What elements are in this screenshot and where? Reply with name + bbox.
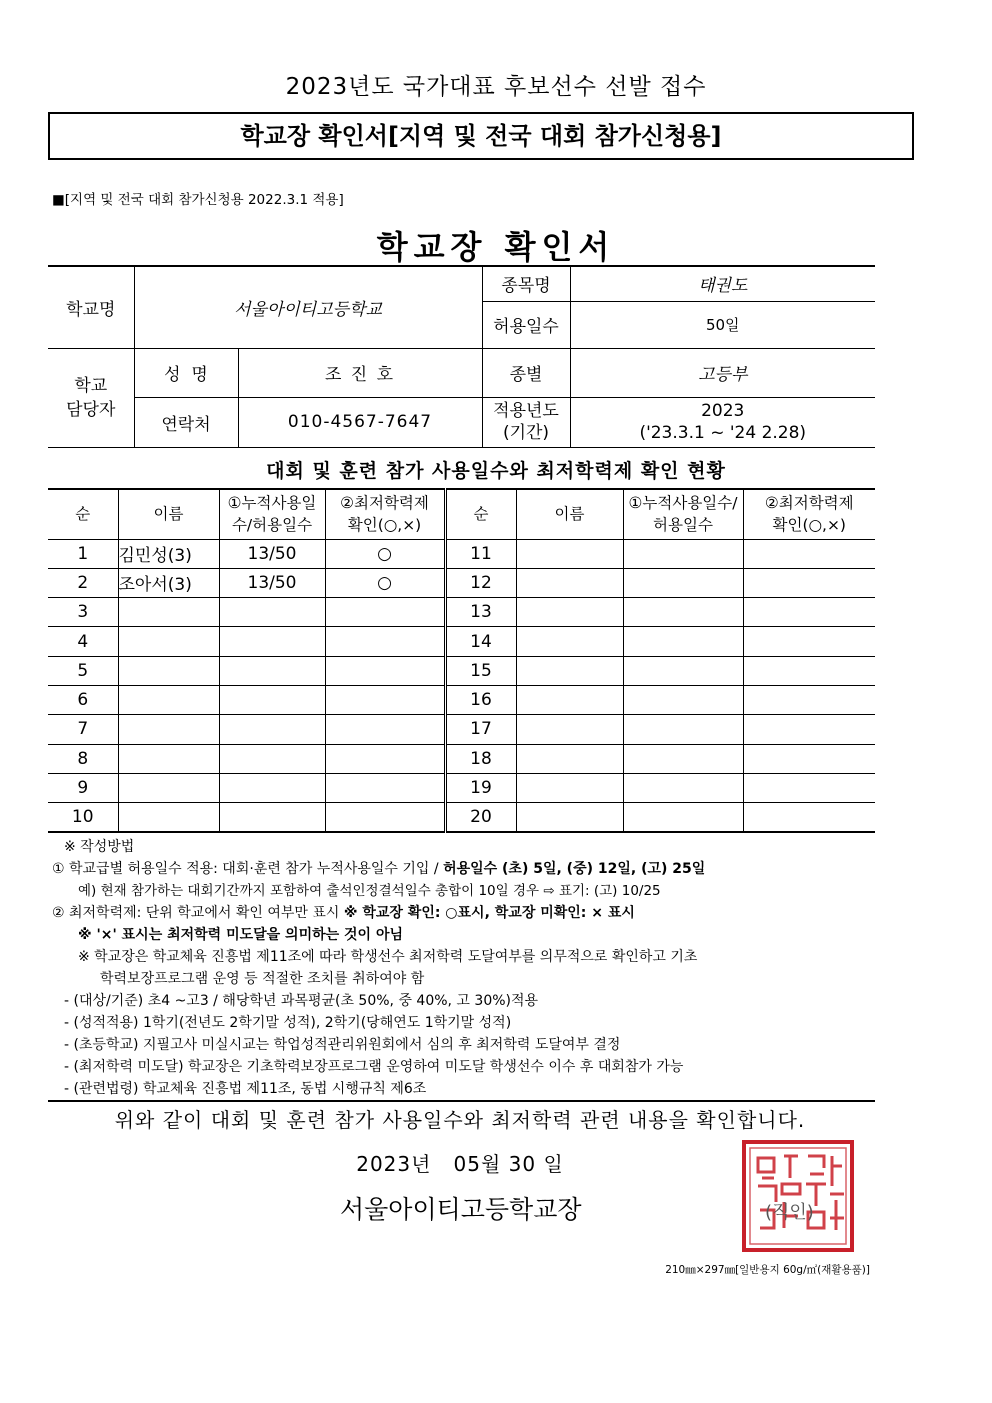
row-no: 4 bbox=[48, 627, 118, 656]
col-check: ②최저학력제 확인(○,×) bbox=[325, 489, 445, 539]
row-days bbox=[219, 773, 325, 802]
box-title: 학교장 확인서[지역 및 전국 대회 참가신청용] bbox=[48, 112, 914, 160]
name-value: 조 진 호 bbox=[238, 348, 482, 397]
row-name bbox=[118, 685, 219, 714]
table-row bbox=[48, 685, 875, 714]
row-name bbox=[118, 627, 219, 656]
row-name bbox=[118, 803, 219, 832]
row-name-2 bbox=[516, 773, 623, 802]
table-row bbox=[48, 627, 875, 656]
row-check bbox=[325, 773, 445, 802]
info-table bbox=[48, 265, 875, 448]
note-1-example: 예) 현재 참가하는 대회기간까지 포함하여 출석인정결석일수 총합이 10일 경우 ⇨ 표기: (고) 10/25 bbox=[78, 883, 661, 899]
row-no-2: 19 bbox=[445, 773, 516, 802]
row-no: 10 bbox=[48, 803, 118, 832]
row-check-2 bbox=[743, 627, 875, 656]
row-check bbox=[325, 744, 445, 773]
row-check: ○ bbox=[325, 539, 445, 568]
row-no-2: 14 bbox=[445, 627, 516, 656]
row-no: 6 bbox=[48, 685, 118, 714]
note-2-bold: ※ 학교장 확인: ○표시, 학교장 미확인: × 표시 bbox=[343, 905, 635, 921]
row-check-2 bbox=[743, 803, 875, 832]
col-no-2: 순 bbox=[445, 489, 516, 539]
row-name-2 bbox=[516, 715, 623, 744]
note-2 bbox=[52, 902, 892, 924]
col-days-2: ①누적사용일수/ 허용일수 bbox=[623, 489, 743, 539]
table-row bbox=[48, 715, 875, 744]
row-no-2: 20 bbox=[445, 803, 516, 832]
row-days-2 bbox=[623, 598, 743, 627]
row-days bbox=[219, 715, 325, 744]
row-name bbox=[118, 598, 219, 627]
confirm-statement: 위와 같이 대회 및 훈련 참가 사용일수와 최저학력 관련 내용을 확인합니다. bbox=[114, 1108, 806, 1132]
row-name-2 bbox=[516, 627, 623, 656]
row-name bbox=[118, 773, 219, 802]
seal-label: (직인) bbox=[765, 1202, 814, 1223]
col-no: 순 bbox=[48, 489, 118, 539]
paper-note: 210㎜×297㎜[일반용지 60g/㎡(재활용품)] bbox=[665, 1264, 870, 1276]
row-no: 3 bbox=[48, 598, 118, 627]
period-value: ('23.3.1 ~ '24 2.28) bbox=[639, 423, 807, 443]
row-no: 7 bbox=[48, 715, 118, 744]
row-check bbox=[325, 715, 445, 744]
top-title: 2023년도 국가대표 후보선수 선발 접수 bbox=[285, 74, 707, 100]
row-no: 2 bbox=[48, 568, 118, 597]
row-no-2: 11 bbox=[445, 539, 516, 568]
division-value: 고등부 bbox=[570, 348, 875, 397]
official-seal-icon bbox=[740, 1138, 856, 1254]
detail-2: - (성적적용) 1학기(전년도 2학기말 성적), 2학기(당해연도 1학기말 성적) bbox=[64, 1015, 512, 1031]
instructions bbox=[52, 836, 892, 1100]
row-check-2 bbox=[743, 685, 875, 714]
table-row bbox=[48, 803, 875, 832]
col-name: 이름 bbox=[118, 489, 219, 539]
row-no: 1 bbox=[48, 539, 118, 568]
row-days: 13/50 bbox=[219, 568, 325, 597]
row-check bbox=[325, 803, 445, 832]
note-1 bbox=[52, 858, 892, 880]
row-days-2 bbox=[623, 803, 743, 832]
note-1-text: ① 학교급별 허용일수 적용: 대회·훈련 참가 누적사용일수 기입 / bbox=[52, 861, 444, 877]
bottom-rule bbox=[48, 1100, 875, 1102]
main-title: 학교장 확인서 bbox=[376, 228, 616, 266]
row-check bbox=[325, 656, 445, 685]
col-name-2: 이름 bbox=[516, 489, 623, 539]
division-label: 종별 bbox=[482, 348, 570, 397]
table-row bbox=[48, 744, 875, 773]
col-days: ①누적사용일 수/허용일수 bbox=[219, 489, 325, 539]
row-days bbox=[219, 627, 325, 656]
table-row bbox=[48, 539, 875, 568]
row-no-2: 12 bbox=[445, 568, 516, 597]
col-check-2: ②최저학력제 확인(○,×) bbox=[743, 489, 875, 539]
row-days bbox=[219, 656, 325, 685]
note-line: ■[지역 및 전국 대회 참가신청용 2022.3.1 적용] bbox=[52, 192, 344, 208]
table-row bbox=[48, 598, 875, 627]
row-name-2 bbox=[516, 539, 623, 568]
contact-label: 연락처 bbox=[134, 397, 238, 447]
row-name-2 bbox=[516, 744, 623, 773]
row-days bbox=[219, 803, 325, 832]
sport-value: 태권도 bbox=[570, 266, 875, 301]
note-1-bold: 허용일수 (초) 5일, (중) 12일, (고) 25일 bbox=[443, 861, 706, 877]
row-days-2 bbox=[623, 715, 743, 744]
detail-4: - (최저학력 미도달) 학교장은 기초학력보장프로그램 운영하여 미도달 학생선수 이수 후 대회참가 가능 bbox=[64, 1059, 684, 1075]
usage-table bbox=[48, 488, 875, 833]
row-name bbox=[118, 656, 219, 685]
row-check: ○ bbox=[325, 568, 445, 597]
row-name: 김민성(3) bbox=[118, 539, 219, 568]
row-days-2 bbox=[623, 685, 743, 714]
row-check-2 bbox=[743, 539, 875, 568]
row-name: 조아서(3) bbox=[118, 568, 219, 597]
school-value: 서울아이티고등학교 bbox=[134, 266, 482, 348]
table-row bbox=[48, 656, 875, 685]
note-2-text: ② 최저학력제: 단위 학교에서 확인 여부만 표시 bbox=[52, 905, 344, 921]
note-3: ※ '×' 표시는 최저학력 미도달을 의미하는 것이 아님 bbox=[78, 927, 403, 943]
days-value: 50일 bbox=[570, 301, 875, 348]
row-days-2 bbox=[623, 744, 743, 773]
row-name bbox=[118, 715, 219, 744]
detail-3: - (초등학교) 지필고사 미실시교는 학업성적관리위원회에서 심의 후 최저학력 도달여부 결정 bbox=[64, 1037, 621, 1053]
principal-name: 서울아이티고등학교장 bbox=[340, 1195, 582, 1224]
manager-label: 학교 담당자 bbox=[48, 348, 134, 447]
note-4a: ※ 학교장은 학교체육 진흥법 제11조에 따라 학생선수 최저학력 도달여부를 의무적으로 확인하고 기초 bbox=[78, 949, 698, 965]
row-days-2 bbox=[623, 656, 743, 685]
row-no-2: 16 bbox=[445, 685, 516, 714]
detail-5: - (관련법령) 학교체육 진흥법 제11조, 동법 시행규칙 제6조 bbox=[64, 1081, 427, 1097]
notes-heading: ※ 작성방법 bbox=[64, 839, 135, 855]
section-title: 대회 및 훈련 참가 사용일수와 최저학력제 확인 현황 bbox=[266, 460, 726, 482]
row-no: 8 bbox=[48, 744, 118, 773]
year-cell bbox=[570, 397, 875, 447]
row-days-2 bbox=[623, 773, 743, 802]
table-row bbox=[48, 568, 875, 597]
note-4b: 학력보장프로그램 운영 등 적절한 조치를 취하여야 함 bbox=[100, 971, 425, 987]
row-days-2 bbox=[623, 568, 743, 597]
row-no-2: 15 bbox=[445, 656, 516, 685]
school-label: 학교명 bbox=[48, 266, 134, 348]
row-no-2: 18 bbox=[445, 744, 516, 773]
row-days-2 bbox=[623, 627, 743, 656]
row-check bbox=[325, 627, 445, 656]
row-check bbox=[325, 685, 445, 714]
row-name-2 bbox=[516, 568, 623, 597]
name-label: 성 명 bbox=[134, 348, 238, 397]
detail-1: - (대상/기준) 초4 ~고3 / 해당학년 과목평균(초 50%, 중 40%, 고 30%)적용 bbox=[64, 993, 539, 1009]
row-check-2 bbox=[743, 656, 875, 685]
row-name-2 bbox=[516, 598, 623, 627]
row-name-2 bbox=[516, 656, 623, 685]
row-check-2 bbox=[743, 598, 875, 627]
row-days-2 bbox=[623, 539, 743, 568]
row-check-2 bbox=[743, 744, 875, 773]
row-no-2: 13 bbox=[445, 598, 516, 627]
row-days bbox=[219, 598, 325, 627]
row-name-2 bbox=[516, 685, 623, 714]
row-check-2 bbox=[743, 715, 875, 744]
row-no-2: 17 bbox=[445, 715, 516, 744]
days-label: 허용일수 bbox=[482, 301, 570, 348]
row-name-2 bbox=[516, 803, 623, 832]
row-check-2 bbox=[743, 773, 875, 802]
row-name bbox=[118, 744, 219, 773]
table-row bbox=[48, 773, 875, 802]
row-no: 9 bbox=[48, 773, 118, 802]
row-check bbox=[325, 598, 445, 627]
row-check-2 bbox=[743, 568, 875, 597]
row-days: 13/50 bbox=[219, 539, 325, 568]
row-days bbox=[219, 744, 325, 773]
row-no: 5 bbox=[48, 656, 118, 685]
confirm-date: 2023년 05월 30 일 bbox=[356, 1152, 564, 1176]
year-value: 2023 bbox=[701, 401, 745, 421]
sport-label: 종목명 bbox=[482, 266, 570, 301]
row-days bbox=[219, 685, 325, 714]
contact-value: 010-4567-7647 bbox=[238, 397, 482, 447]
year-label: 적용년도 (기간) bbox=[482, 397, 570, 447]
